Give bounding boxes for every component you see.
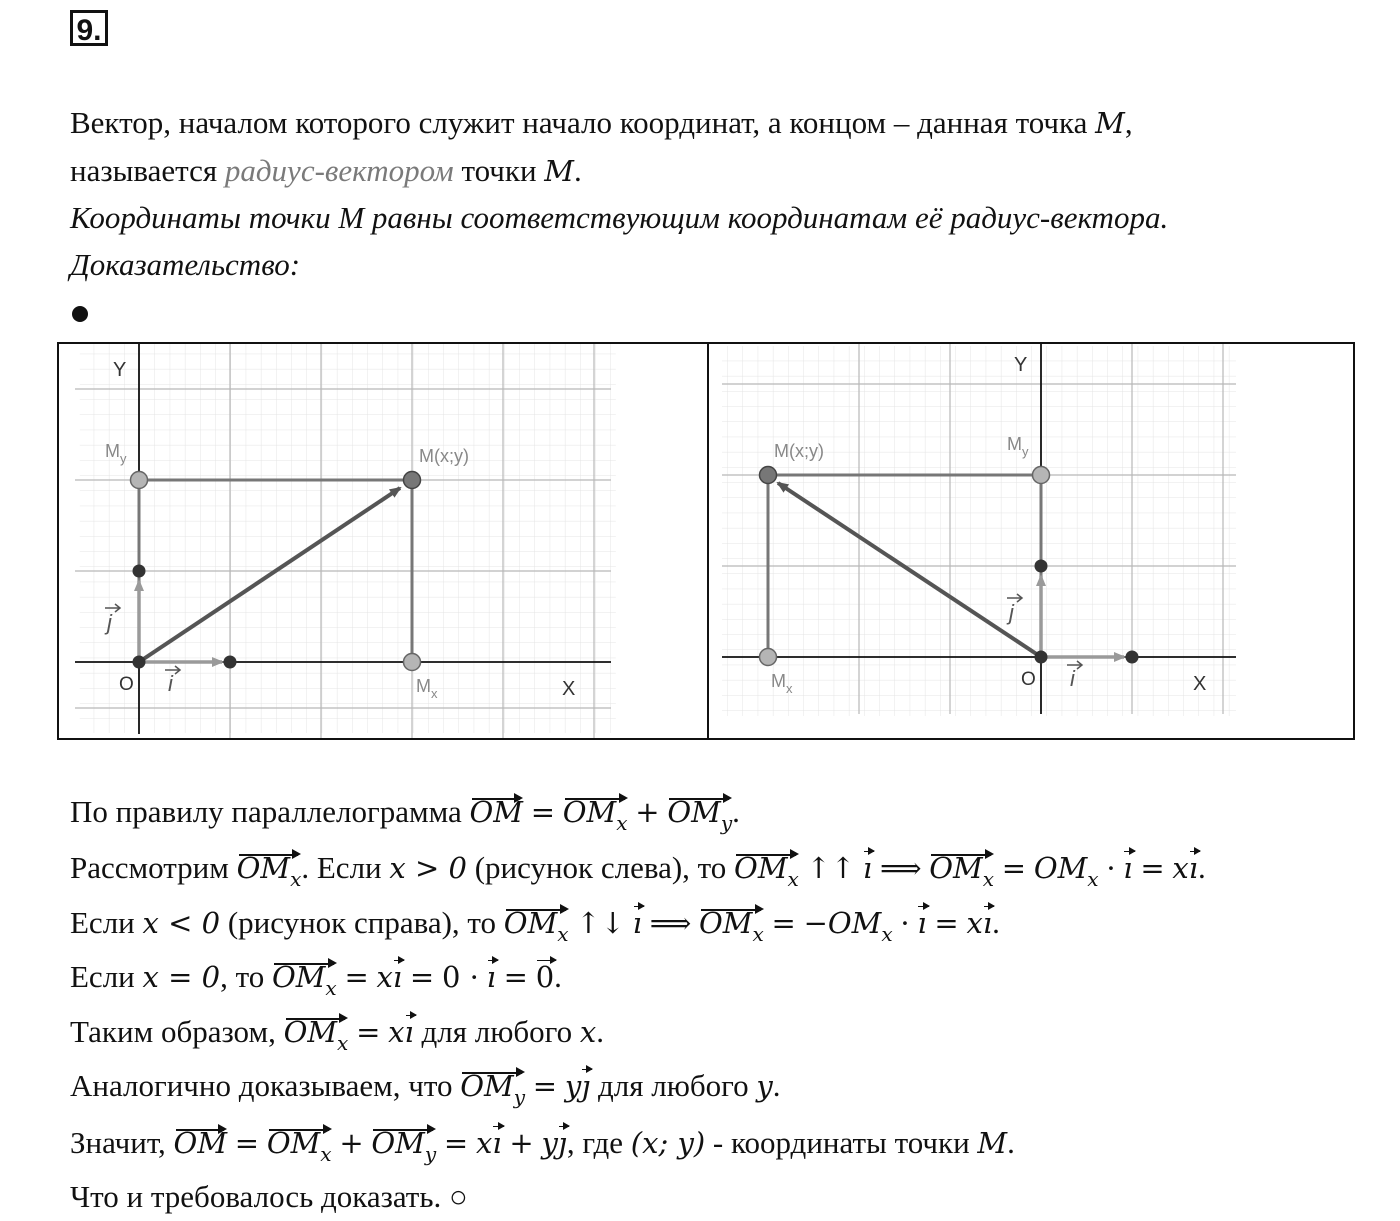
- proof-line-1-text: По правилу параллелограмма: [70, 794, 470, 829]
- proof-line-1: По правилу параллелограмма OM = $OM_x + OM_y$.: [70, 794, 740, 835]
- proof-line-3-text-1: Если: [70, 905, 143, 940]
- proof-line-3: Если x < 0 (рисунок справа), то $OM_x$ ↑↓ ı ⟹ $OM_x = -OM_x$ · ı = xı.: [70, 905, 1000, 946]
- right-i-label: i: [1070, 666, 1075, 691]
- left-figure: [75, 344, 616, 738]
- proof-line-6: Аналогично доказываем, что $OM_y$ = yȷ для любого y.: [70, 1068, 781, 1109]
- bullet-point: [72, 306, 88, 322]
- proof-line-4-text-1: Если: [70, 959, 143, 994]
- proof-line-7: Значит, OM = $OM_x + OM_y$ = xı + yȷ, где (x; y) - координаты точки M.: [70, 1125, 1015, 1166]
- proof-line-7-text-1: Значит,: [70, 1125, 174, 1160]
- proof-line-5: Таким образом, $OM_x$ = xı для любого x.: [70, 1014, 604, 1055]
- intro-line-2: [70, 152, 582, 189]
- right-axis-y-label: Y: [1014, 354, 1028, 376]
- right-figure: [722, 344, 1236, 716]
- intro-point-m-2: M: [544, 154, 574, 188]
- left-i-label: i: [168, 671, 173, 696]
- left-m-label: M(x;y): [419, 446, 469, 466]
- figures-svg: [59, 344, 1353, 738]
- intro-line-2-start: называется: [70, 153, 225, 188]
- theorem-statement: Координаты точки М равны соответствующим координатам её радиус-вектора.: [70, 200, 1169, 235]
- proof-conclusion: Что и требовалось доказать. ○: [70, 1179, 468, 1214]
- right-m-label: M(x;y): [774, 441, 824, 461]
- proof-line-2-text-1: Рассмотрим: [70, 850, 237, 885]
- intro-line-1-end: ,: [1124, 105, 1133, 140]
- intro-line-1: [70, 104, 1133, 141]
- proof-line-2-text-2: . Если: [301, 850, 390, 885]
- proof-line-3-text-2: (рисунок справа), то: [220, 905, 504, 940]
- proof-line-7-coords: (x; y): [630, 1126, 706, 1160]
- right-j-label: j: [1009, 600, 1014, 625]
- left-origin-label: O: [119, 674, 134, 695]
- intro-line-2-mid: точки: [453, 153, 545, 188]
- intro-point-m: M: [1095, 106, 1125, 140]
- proof-line-7-text-2: , где: [566, 1125, 631, 1160]
- left-j-label: j: [107, 610, 112, 635]
- proof-line-5-text-1: Таким образом,: [70, 1014, 284, 1049]
- task-number: 9.: [70, 10, 108, 46]
- proof-line-3-cond: x < 0: [142, 906, 221, 940]
- figures-frame: [57, 342, 1355, 740]
- proof-line-4: Если x = 0, то $OM_x$ = xı = 0 · ı = 0.: [70, 959, 562, 1000]
- proof-line-2-text-3: (рисунок слева), то: [466, 850, 735, 885]
- right-my-label: $M_y$: [1007, 434, 1029, 459]
- proof-line-2: Рассмотрим $OM_x$. Если x > 0 (рисунок слева), то $OM_x$ ↑↑ ı ⟹ $OM_x = OM_x$ · ı = xı.: [70, 850, 1206, 891]
- proof-line-2-cond: x > 0: [389, 851, 467, 885]
- intro-line-2-end: .: [573, 153, 582, 188]
- proof-line-4-cond: x = 0: [142, 960, 221, 994]
- intro-line-1-text: Вектор, началом которого служит начало координат, а концом – данная точка: [70, 105, 1096, 140]
- right-origin-label: O: [1021, 669, 1036, 690]
- right-mx-label: $M_x$: [771, 671, 793, 696]
- proof-line-6-text-2: для любого: [590, 1068, 757, 1103]
- proof-label: Доказательство:: [70, 247, 301, 282]
- left-my-label: $M_y$: [105, 441, 127, 466]
- left-axis-y-label: Y: [113, 359, 127, 381]
- left-axis-x-label: X: [562, 678, 576, 700]
- left-mx-label: $M_x$: [416, 676, 438, 701]
- proof-line-5-text-2: для любого: [413, 1014, 580, 1049]
- right-axis-x-label: X: [1193, 673, 1207, 695]
- proof-line-4-text-2: , то: [220, 959, 272, 994]
- proof-line-6-text-1: Аналогично доказываем, что: [70, 1068, 461, 1103]
- radius-vector-term: радиус-вектором: [224, 153, 454, 188]
- proof-line-7-text-3: - координаты точки: [705, 1125, 978, 1160]
